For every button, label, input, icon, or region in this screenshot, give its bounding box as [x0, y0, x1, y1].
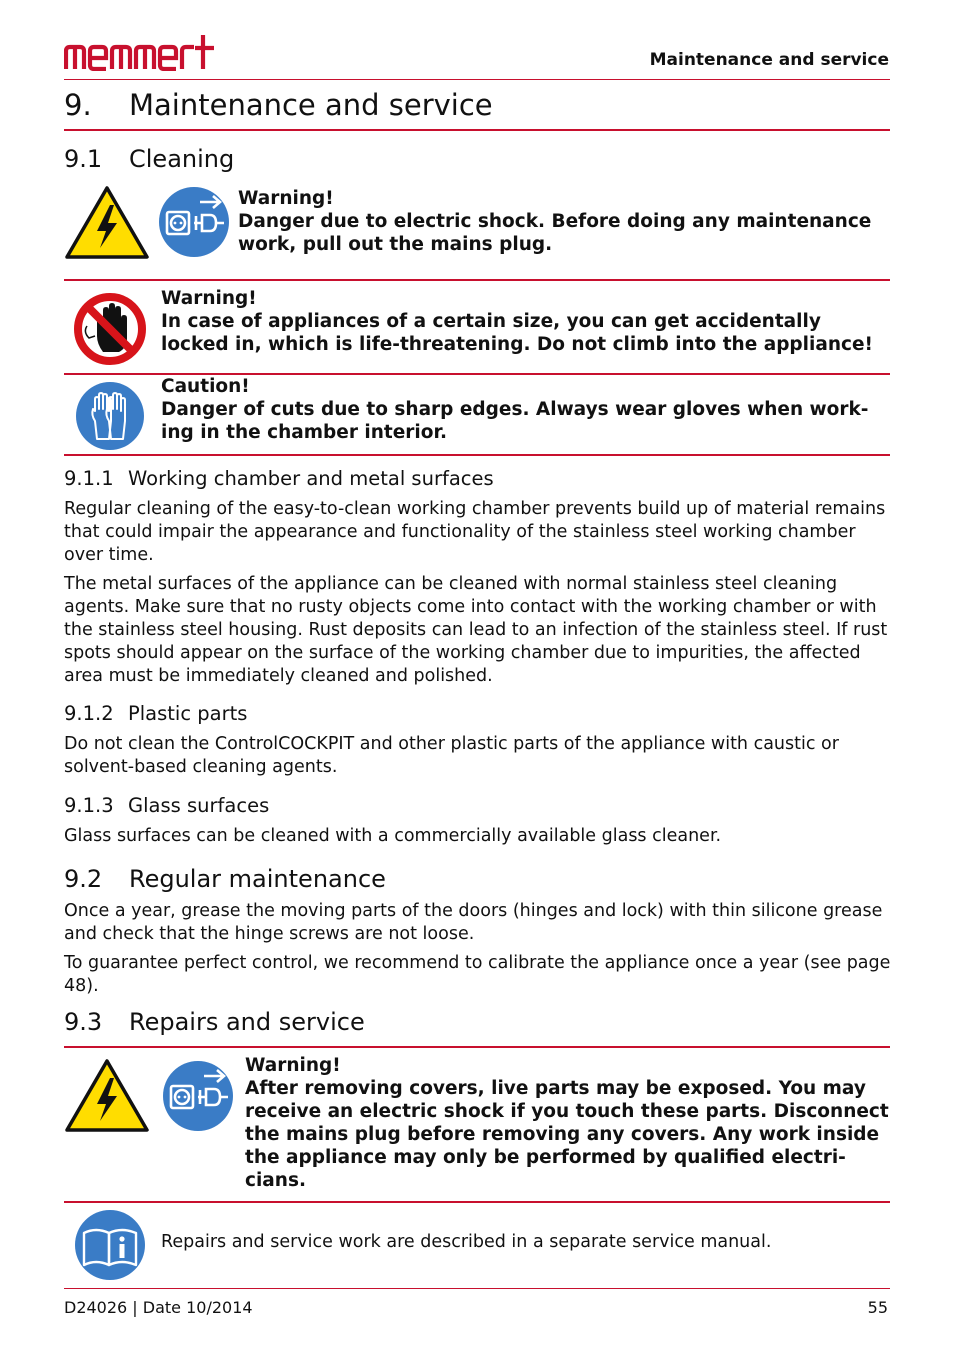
warning-note-locked-in: [161, 287, 886, 356]
memmert-logo: [64, 33, 216, 71]
subsection-number: 9.1.1: [64, 467, 114, 490]
caution-label: Caution!: [161, 376, 250, 397]
note-divider: [64, 1201, 890, 1203]
warning-text: In case of appliances of a certain size, you can get accidentally locked in, which is life-threatening. Do not climb into the appliance!: [161, 311, 873, 355]
chapter-number: 9.: [64, 88, 92, 122]
subsection-number: 9.1.2: [64, 702, 114, 725]
chapter-heading: [64, 88, 493, 122]
header-section-title: Maintenance and service: [649, 50, 889, 70]
chapter-divider: [64, 129, 890, 131]
warning-text-line: cians.: [245, 1170, 307, 1191]
warning-label: Warning!: [238, 188, 334, 209]
paragraph: Glass surfaces can be cleaned with a commercially available glass cleaner.: [64, 826, 722, 846]
warning-label: Warning!: [161, 288, 257, 309]
unplug-icon: [162, 1060, 234, 1132]
section-title: Repairs and service: [129, 1008, 365, 1036]
paragraph: To guarantee perfect control, we recommend to calibrate the appliance once a year (see page 48).: [64, 953, 891, 996]
chapter-title: Maintenance and service: [129, 88, 493, 122]
warning-text-line: After removing covers, live parts may be exposed. You may: [245, 1078, 866, 1099]
warning-text-line: the mains plug before removing any covers. Any work inside: [245, 1124, 880, 1145]
caution-text-line: Danger of cuts due to sharp edges. Always wear gloves when work-: [161, 399, 869, 420]
info-note-text: Repairs and service work are described in a separate service manual.: [161, 1232, 772, 1252]
warning-text-line: the appliance may only be performed by qualified electri-: [245, 1147, 846, 1168]
manual-info-icon: [74, 1209, 146, 1281]
warning-text-line: receive an electric shock if you touch these parts. Disconnect: [245, 1101, 889, 1122]
section-title: Regular maintenance: [129, 865, 386, 893]
section-number: 9.2: [64, 865, 103, 893]
gloves-icon: [75, 381, 145, 451]
note-divider: [64, 1046, 890, 1048]
electric-hazard-icon: [64, 185, 150, 261]
caution-note-cuts: [161, 375, 886, 444]
subsection-heading-working-chamber: [64, 467, 494, 490]
paragraph: Regular cleaning of the easy-to-clean working chamber prevents build up of material remains that could impair the appearance and functionality of the stainless steel working chamber over time.: [64, 499, 886, 565]
warning-label: Warning!: [245, 1055, 341, 1076]
subsection-title: Working chamber and metal surfaces: [128, 467, 494, 490]
section-title: Cleaning: [129, 145, 235, 173]
paragraph: The metal surfaces of the appliance can be cleaned with normal stainless steel cleaning agents. Make sure that no rusty objects come into contact with the working chamber or with the stainless steel housing. Rust deposits can lead to an infection of the stainless steel. If rust spots should appear on the surface of the working chamber due to impurities, the affected area must be immediately cleaned and polished.: [64, 574, 888, 686]
section-heading-regular-maintenance: [64, 865, 386, 893]
note-divider: [64, 454, 890, 456]
subsection-heading-plastic: [64, 702, 247, 725]
warning-note-electric: [238, 187, 888, 256]
paragraph: Once a year, grease the moving parts of the doors (hinges and lock) with thin silicone grease and check that the hinge screws are not loose.: [64, 901, 883, 944]
section-heading-cleaning: [64, 145, 234, 173]
no-entry-hand-icon: [73, 292, 147, 366]
footer-document-id: D24026 | Date 10/2014: [64, 1298, 253, 1317]
footer-divider: [64, 1288, 890, 1289]
paragraph: Do not clean the ControlCOCKPIT and other plastic parts of the appliance with caustic or solvent-based cleaning agents.: [64, 734, 839, 777]
warning-text: Danger due to electric shock. Before doing any maintenance work, pull out the mains plug.: [238, 211, 872, 255]
footer-page-number: 55: [867, 1298, 888, 1317]
unplug-icon: [158, 186, 230, 258]
section-heading-repairs: [64, 1008, 365, 1036]
subsection-title: Plastic parts: [128, 702, 248, 725]
subsection-number: 9.1.3: [64, 794, 114, 817]
subsection-heading-glass: [64, 794, 269, 817]
note-divider: [64, 279, 890, 281]
section-number: 9.1: [64, 145, 103, 173]
header-divider: [64, 79, 890, 80]
caution-text-line: ing in the chamber interior.: [161, 422, 447, 443]
electric-hazard-icon: [64, 1058, 150, 1134]
warning-note-live-parts: [245, 1054, 890, 1192]
section-number: 9.3: [64, 1008, 103, 1036]
subsection-title: Glass surfaces: [128, 794, 270, 817]
